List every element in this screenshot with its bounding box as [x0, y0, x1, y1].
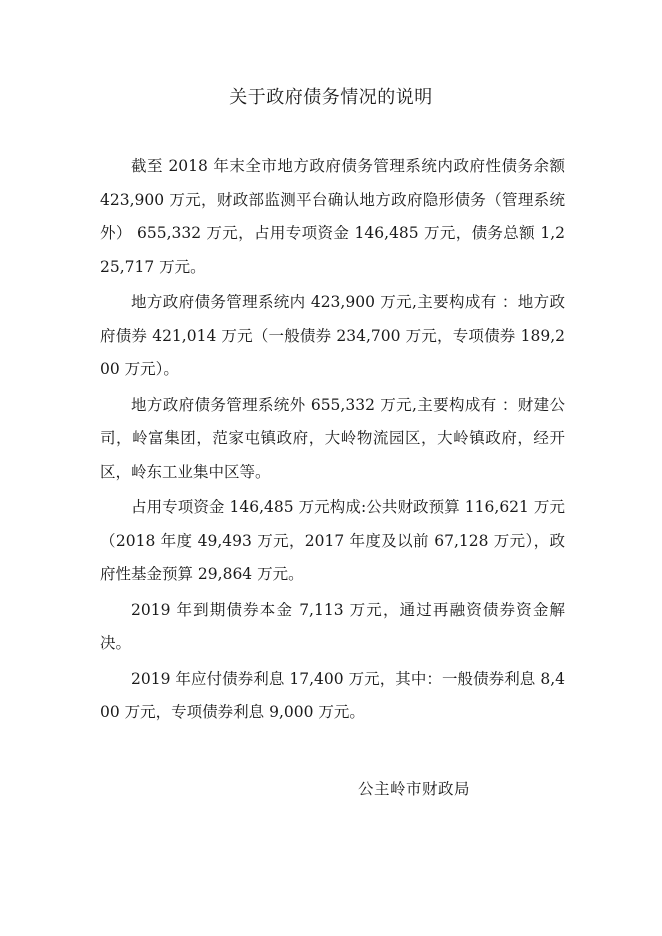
paragraph-2019-interest: 2019 年应付债券利息 17,400 万元，其中：一般债券利息 8,400 万元，专项债券利息 9,000 万元。: [100, 669, 565, 721]
paragraph-outside-system: 地方政府债务管理系统外 655,332 万元,主要构成有 ：财建公司，岭富集团，范家屯镇政府，大岭物流园区，大岭镇政府，经开区，岭东工业集中区等。: [100, 395, 565, 481]
document-title: 关于政府债务情况的说明: [229, 87, 433, 108]
paragraph-special-funds: 占用专项资金 146,485 万元构成:公共财政预算 116,621 万元（2018 年度 49,493 万元，2017 年度及以前 67,128 万元），政府性基金预算 29,864 万元。: [100, 498, 565, 583]
document-body: [100, 150, 565, 732]
paragraph-2019-principal: 2019 年到期债券本金 7,113 万元，通过再融资债券资金解决。: [100, 600, 565, 652]
paragraph-inside-system: 地方政府债务管理系统内 423,900 万元,主要构成有 ：地方政府债券 421,014 万元（一般债券 234,700 万元，专项债券 189,200 万元）。: [100, 293, 565, 378]
paragraph-debt-summary: 截至 2018 年末全市地方政府债务管理系统内政府性债务余额 423,900 万元，财政部监测平台确认地方政府隐形债务（管理系统外） 655,332 万元，占用专项资金 146,485 万元，债务总额 1,225,717 万元。: [100, 157, 565, 276]
signature-issuer: 公主岭市财政局: [358, 780, 471, 798]
